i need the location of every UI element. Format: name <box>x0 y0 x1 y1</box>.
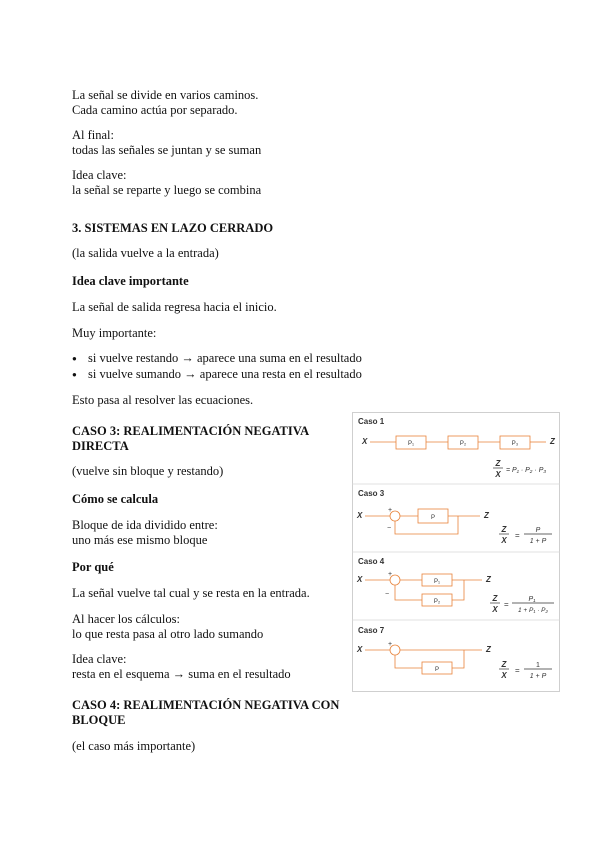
block-label: P₁ <box>407 441 415 447</box>
case-4-title-line-2: BLOQUE <box>72 713 126 727</box>
section-3-para-2: Muy importante: <box>72 326 157 340</box>
case-3-subtitle: (vuelve sin bloque y restando) <box>72 464 224 478</box>
block-label: P₃ <box>511 441 519 447</box>
formula-lhs-num: Z <box>501 660 507 669</box>
input-label: X <box>362 437 368 446</box>
formula-den: 1 + P <box>529 673 547 680</box>
section-3-subtitle: (la salida vuelve a la entrada) <box>72 246 219 260</box>
case-3-how-line-2: uno más ese mismo bloque <box>72 533 208 547</box>
panel-label: Caso 3 <box>358 489 385 498</box>
output-label: Z <box>486 645 491 654</box>
output-label: Z <box>550 437 555 446</box>
bullet-item: ● si vuelve sumando → aparece una resta en el resultado <box>88 367 362 382</box>
panel-label: Caso 1 <box>358 417 385 426</box>
formula-lhs-den: X <box>492 605 498 614</box>
case-3-calc-line-1: Al hacer los cálculos: <box>72 612 180 626</box>
formula-rhs: = P₁ · P₂ · P₃ <box>506 467 547 474</box>
formula-lhs-num: Z <box>492 594 498 603</box>
case-3-title-line-2: DIRECTA <box>72 439 129 453</box>
intro-line-2: Cada camino actúa por separado. <box>72 103 238 117</box>
formula-num: Z <box>495 459 501 468</box>
output-label: Z <box>484 511 489 520</box>
formula-lhs-num: Z <box>501 525 507 534</box>
plus-sign: + <box>388 571 393 578</box>
section-3-para-1: La señal de salida regresa hacia el inicio. <box>72 300 277 314</box>
final-label: Al final: <box>72 128 115 142</box>
case-3-why-text: La señal vuelve tal cual y se resta en la entrada. <box>72 586 310 600</box>
final-text: todas las señales se juntan y se suman <box>72 143 262 157</box>
section-3-key-heading: Idea clave importante <box>72 274 189 288</box>
case-3-why-heading: Por qué <box>72 560 114 574</box>
block-label: P <box>430 515 436 521</box>
formula-num: P <box>535 527 541 534</box>
equals-sign: = <box>504 600 509 609</box>
output-label: Z <box>486 575 491 584</box>
formula-num: 1 <box>536 662 540 669</box>
formula-den: X <box>495 470 501 479</box>
idea-text: la señal se reparte y luego se combina <box>72 183 262 197</box>
formula-lhs-den: X <box>501 671 507 680</box>
input-label: X <box>357 575 363 584</box>
formula-lhs-den: X <box>501 536 507 545</box>
input-label: X <box>357 511 363 520</box>
case-3-how-line-1: Bloque de ida dividido entre: <box>72 518 218 532</box>
bullet-item: ● si vuelve restando → aparece una suma en el resultado <box>88 351 362 366</box>
case-4-title-line-1: CASO 4: REALIMENTACIÓN NEGATIVA CON <box>72 698 340 712</box>
case-3-idea-line-2: resta en el esquema → suma en el resultado <box>72 667 291 681</box>
block-label: P₂ <box>433 599 441 605</box>
block-label: P <box>434 667 440 673</box>
input-label: X <box>357 645 363 654</box>
equals-sign: = <box>515 666 520 675</box>
case-3-idea-line-1: Idea clave: <box>72 652 127 666</box>
case-4-subtitle: (el caso más importante) <box>72 739 196 753</box>
panel-label: Caso 7 <box>358 626 385 635</box>
case-3-how-heading: Cómo se calcula <box>72 492 159 506</box>
block-label: P₂ <box>459 441 467 447</box>
idea-label: Idea clave: <box>72 168 127 182</box>
panel-label: Caso 4 <box>358 557 385 566</box>
plus-sign: + <box>388 641 393 648</box>
minus-sign: − <box>387 525 392 532</box>
formula-den: 1 + P <box>529 538 547 545</box>
section-3-para-3: Esto pasa al resolver las ecuaciones. <box>72 393 254 407</box>
intro-line-1: La señal se divide en varios caminos. <box>72 88 259 102</box>
formula-num: P₁ <box>528 596 536 603</box>
case-3-title-line-1: CASO 3: REALIMENTACIÓN NEGATIVA <box>72 424 310 438</box>
block-diagram-figure <box>352 412 560 692</box>
minus-sign: − <box>385 591 390 598</box>
case-3-calc-line-2: lo que resta pasa al otro lado sumando <box>72 627 264 641</box>
section-3-title: 3. SISTEMAS EN LAZO CERRADO <box>72 221 274 235</box>
equals-sign: = <box>515 531 520 540</box>
formula-den: 1 + P₁ · P₂ <box>518 607 548 614</box>
plus-sign: + <box>388 507 393 514</box>
block-label: P₁ <box>433 579 441 585</box>
